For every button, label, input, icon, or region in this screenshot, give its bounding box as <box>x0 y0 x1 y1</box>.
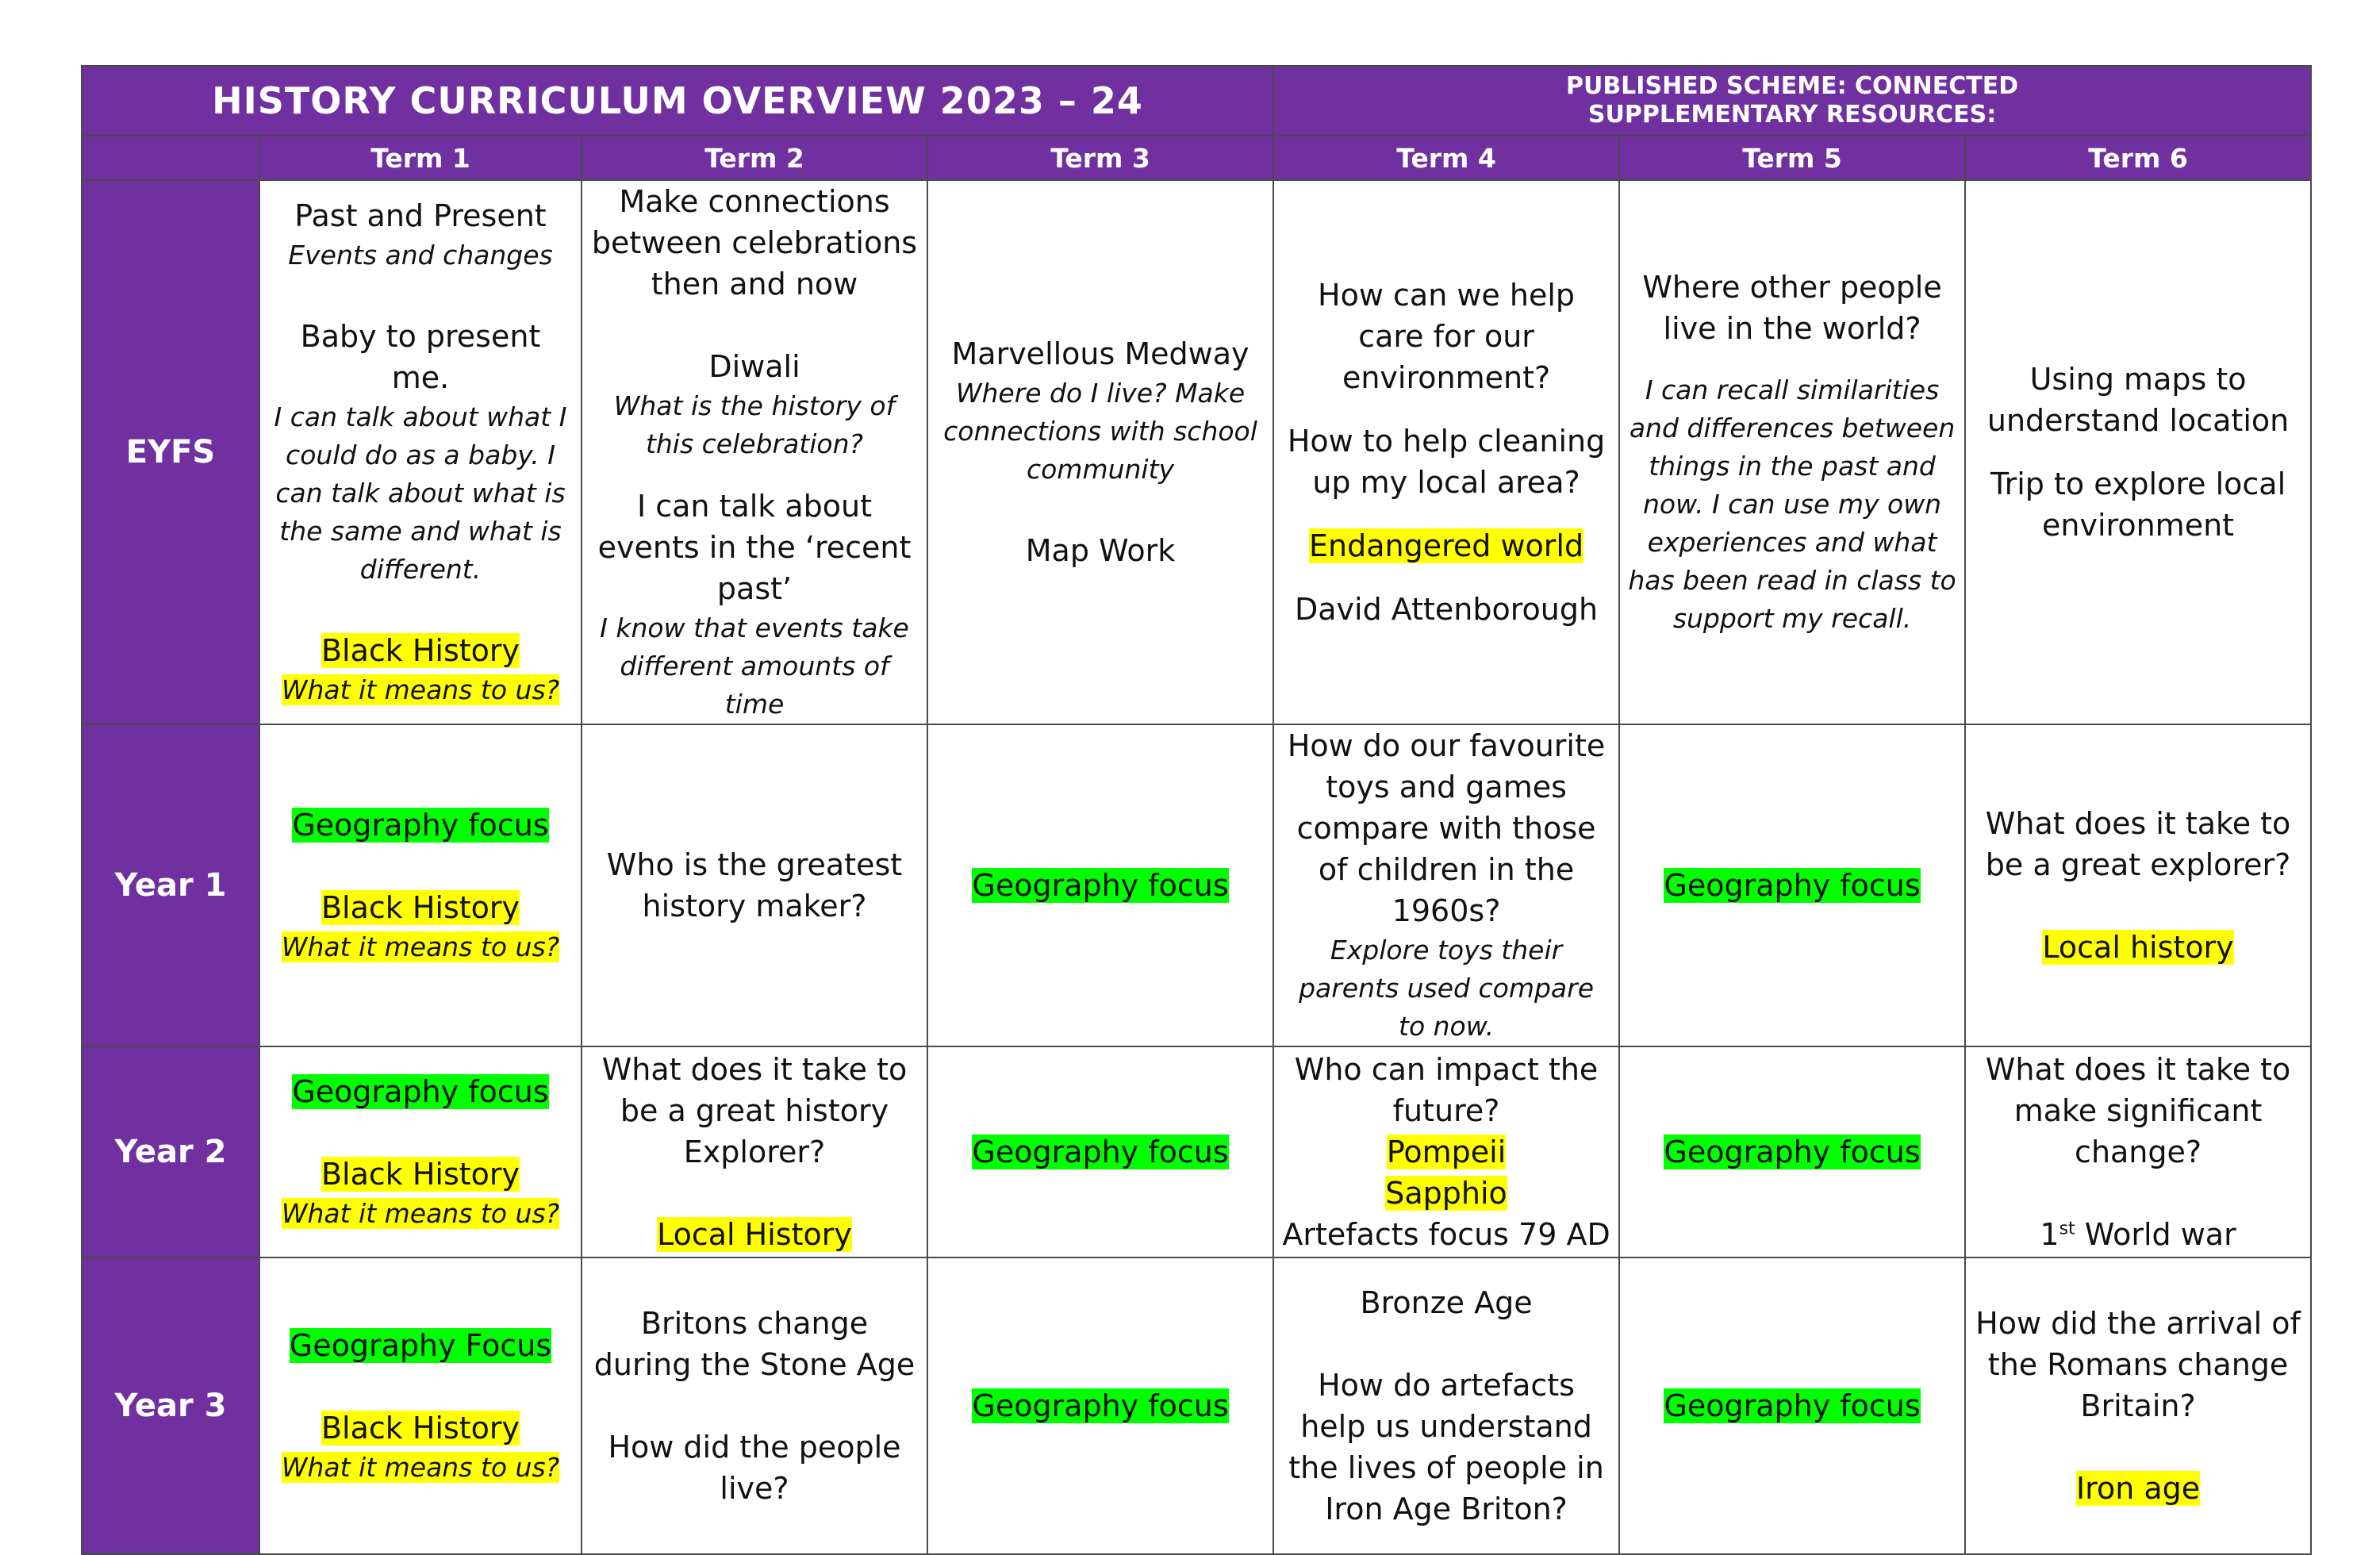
cell-year2-term5 <box>1619 1046 1965 1257</box>
resources-line: SUPPLEMENTARY RESOURCES: <box>1587 101 1997 129</box>
row-label: Year 3 <box>82 1257 259 1554</box>
cell-year3-term4 <box>1273 1257 1619 1554</box>
cell-eyfs-term2 <box>582 180 927 724</box>
cell-title: Who is the greatest history maker? <box>606 847 903 923</box>
local-history-badge: Local history <box>2042 930 2234 965</box>
corner-cell <box>82 136 259 180</box>
cell-title: What does it take to be a great explorer? <box>1985 806 2291 882</box>
cell-heading: How do artefacts help us understand the lives of people in Iron Age Briton? <box>1288 1368 1604 1526</box>
cell-heading: I can talk about events in the ‘recent past’ <box>597 489 912 606</box>
iron-age-badge: Iron age <box>2075 1471 2201 1506</box>
cell-heading: Diwali <box>708 349 800 384</box>
ordinal-rest: World war <box>2075 1217 2236 1252</box>
cell-heading: Baby to present me. <box>300 319 541 395</box>
scheme-info <box>1273 66 2311 136</box>
cell-heading: How did the people live? <box>608 1430 901 1506</box>
table-row <box>82 1257 2311 1554</box>
cell-eyfs-term6 <box>1965 180 2311 724</box>
cell-title: Who can impact the future? <box>1294 1052 1599 1128</box>
cell-title: Past and Present <box>294 198 547 233</box>
cell-year3-term3 <box>927 1257 1273 1554</box>
cell-year2-term3 <box>927 1046 1273 1257</box>
cell-year1-term4 <box>1273 724 1619 1046</box>
black-history-subtitle: What it means to us? <box>281 1452 560 1483</box>
geography-focus-badge: Geography focus <box>972 1388 1229 1423</box>
cell-title: How can we help care for our environment? <box>1318 278 1576 395</box>
cell-heading: David Attenborough <box>1295 592 1599 627</box>
table-row <box>82 1046 2311 1257</box>
cell-title: Using maps to understand location <box>1987 362 2290 438</box>
row-label: Year 2 <box>82 1046 259 1257</box>
cell-year2-term1 <box>259 1046 582 1257</box>
cell-title: Marvellous Medway <box>951 336 1250 371</box>
cell-heading: How to help cleaning up my local area? <box>1287 424 1606 500</box>
geography-focus-badge: Geography focus <box>972 868 1229 903</box>
black-history-subtitle: What it means to us? <box>281 931 560 962</box>
title-row <box>82 66 2311 136</box>
endangered-world-badge: Endangered world <box>1309 528 1584 563</box>
cell-title: How did the arrival of the Romans change Britain? <box>1975 1306 2301 1423</box>
cell-year3-term2 <box>582 1257 927 1554</box>
cell-note: I can recall similarities and differences between things in the past and now. I can use my own experiences and what has been read in class to support my recall. <box>1628 374 1956 634</box>
black-history-badge: Black History <box>321 890 520 925</box>
cell-title: Make connections between celebrations then and now <box>591 184 918 301</box>
cell-note: I know that events take different amounts of time <box>600 612 909 720</box>
cell-heading: Map Work <box>1025 533 1176 568</box>
cell-heading: Artefacts focus 79 AD <box>1282 1217 1610 1252</box>
cell-eyfs-term5 <box>1619 180 1965 724</box>
black-history-badge: Black History <box>321 1157 520 1192</box>
term-header: Term 5 <box>1619 136 1965 180</box>
cell-title: What does it take to make significant change? <box>1985 1052 2291 1169</box>
cell-year2-term2 <box>582 1046 927 1257</box>
cell-eyfs-term1 <box>259 180 582 724</box>
cell-subtitle: Where do I live? Make connections with school community <box>943 378 1257 485</box>
term-header-row <box>82 136 2311 180</box>
cell-year1-term3 <box>927 724 1273 1046</box>
cell-eyfs-term4 <box>1273 180 1619 724</box>
row-label: EYFS <box>82 180 259 724</box>
local-history-badge: Local History <box>657 1217 852 1252</box>
black-history-badge: Black History <box>321 633 520 668</box>
cell-note: Explore toys their parents used compare to now. <box>1299 935 1595 1042</box>
cell-year3-term6 <box>1965 1257 2311 1554</box>
row-label: Year 1 <box>82 724 259 1046</box>
scheme-line: PUBLISHED SCHEME: CONNECTED <box>1565 72 2019 100</box>
cell-title: Bronze Age <box>1360 1285 1533 1320</box>
cell-year1-term5 <box>1619 724 1965 1046</box>
term-header: Term 1 <box>259 136 582 180</box>
geography-focus-badge: Geography focus <box>1664 1388 1921 1423</box>
geography-focus-badge: Geography focus <box>1664 868 1921 903</box>
geography-focus-badge: Geography focus <box>1664 1135 1921 1169</box>
cell-year2-term4 <box>1273 1046 1619 1257</box>
cell-year3-term1 <box>259 1257 582 1554</box>
term-header: Term 2 <box>582 136 927 180</box>
cell-heading <box>1974 1214 2302 1255</box>
black-history-subtitle: What it means to us? <box>281 1198 560 1229</box>
geography-focus-badge: Geography focus <box>972 1135 1229 1169</box>
geography-focus-badge: Geography focus <box>292 1074 549 1109</box>
cell-year1-term1 <box>259 724 582 1046</box>
pompeii-badge: Pompeii <box>1386 1135 1507 1169</box>
cell-title: Britons change during the Stone Age <box>593 1306 916 1382</box>
cell-year2-term6 <box>1965 1046 2311 1257</box>
cell-year3-term5 <box>1619 1257 1965 1554</box>
black-history-subtitle: What it means to us? <box>281 674 560 705</box>
term-header: Term 6 <box>1965 136 2311 180</box>
curriculum-table <box>81 65 2312 1555</box>
table-row <box>82 724 2311 1046</box>
cell-subtitle: Events and changes <box>288 240 553 271</box>
ordinal-number: 1 <box>2040 1217 2059 1252</box>
ordinal-suffix: st <box>2059 1219 2075 1239</box>
black-history-badge: Black History <box>321 1411 520 1446</box>
term-header: Term 4 <box>1273 136 1619 180</box>
cell-title: How do our favourite toys and games compare with those of children in the 1960s? <box>1287 728 1606 928</box>
cell-year1-term6 <box>1965 724 2311 1046</box>
sapphio-badge: Sapphio <box>1385 1176 1507 1211</box>
cell-title: What does it take to be a great history Explorer? <box>601 1052 908 1169</box>
cell-note: I can talk about what I could do as a baby. I can talk about what is the same and what is different. <box>274 401 567 585</box>
geography-focus-badge: Geography focus <box>292 808 549 843</box>
geography-focus-badge: Geography Focus <box>289 1328 552 1363</box>
cell-note: What is the history of this celebration? <box>613 390 896 459</box>
cell-title: Where other people live in the world? <box>1642 270 1942 346</box>
page-title: HISTORY CURRICULUM OVERVIEW 2023 – 24 <box>82 66 1273 136</box>
cell-eyfs-term3 <box>927 180 1273 724</box>
table-row <box>82 180 2311 724</box>
cell-year1-term2 <box>582 724 927 1046</box>
term-header: Term 3 <box>927 136 1273 180</box>
cell-heading: Trip to explore local environment <box>1990 466 2286 543</box>
